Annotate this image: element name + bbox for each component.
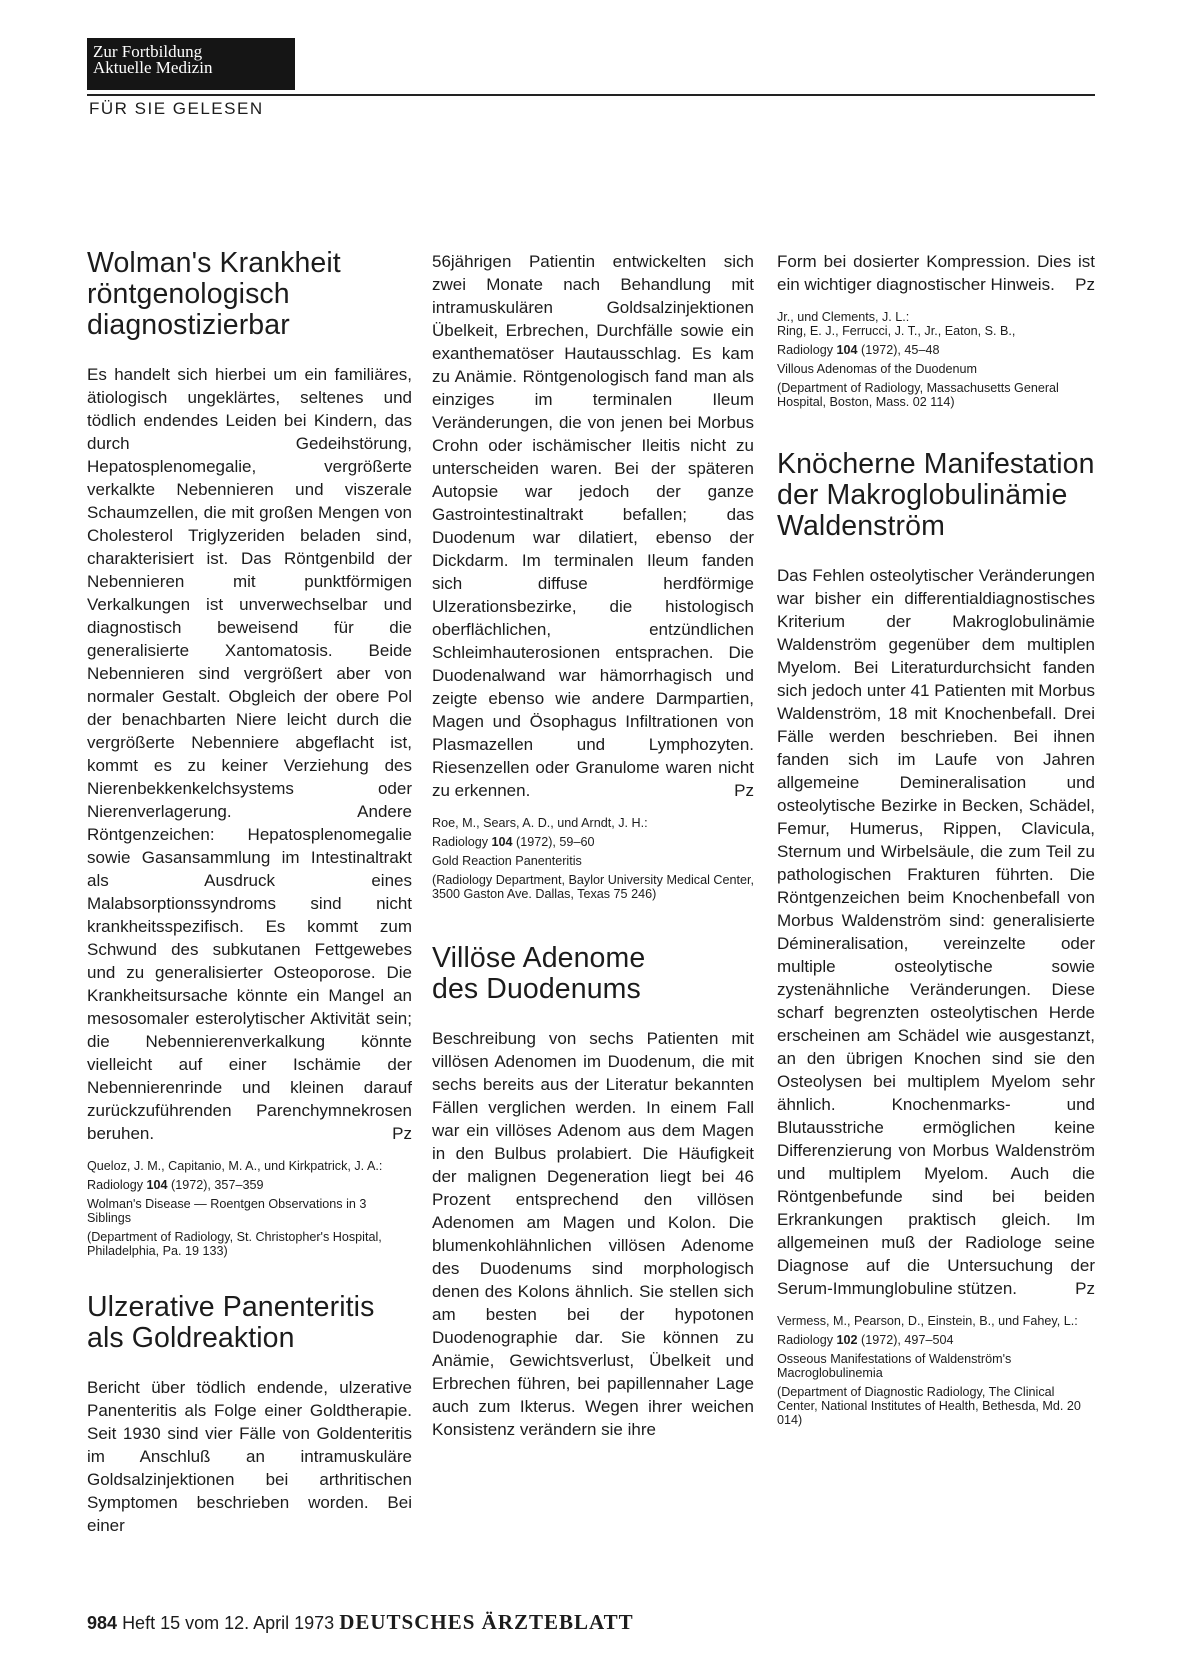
article-title-panenteritis: Ulzerative Panenteritis als Goldreaktion (87, 1291, 375, 1354)
ref-citation: Radiology 102 (1972), 497–504 (777, 1333, 954, 1347)
author-signature: Pz (1075, 1279, 1095, 1298)
ref-institution: (Department of Radiology, St. Christopher's Hospital, Philadelphia, Pa. 19 133) (87, 1230, 382, 1258)
ref-authors: Vermess, M., Pearson, D., Einstein, B., und Fahey, L.: (777, 1314, 1078, 1328)
section-label-box (87, 38, 295, 90)
author-signature: Pz (734, 781, 754, 800)
ref-authors: Roe, M., Sears, A. D., und Arndt, J. H.: (432, 816, 648, 830)
article-body-panenteritis-part2: 56jährigen Patientin entwickelten sich zwei Monate nach Behandlung mit intramuskulären Goldsalzinjektionen Übelkeit, Erbrechen, Durchfälle sowie ein exanthematöser Hautausschlag. Es kam zu Anämie. Röntgenologisch fand man als einziges im terminalen Ileum Veränderungen, die von jenen bei Morbus Crohn oder ischämischer Ileitis nicht zu unterscheiden waren. Bei der späteren Autopsie war jedoch der ganze Gastrointestinaltrakt befallen; das Duodenum war dilatiert, ebenso der Dickdarm. Im terminalen Ileum fanden sich diffuse herdförmige Ulzerationsbezirke, die histologisch oberflächlichen, entzündlichen Schleimhauterosionen entsprachen. Die Duodenalwand war hämorrhagisch und zeigte ebenso wie andere Darmpartien, Magen und Ösophagus Infiltrationen von Plasmazellen und Lymphozyten. Riesenzellen oder Granulome waren nicht zu erkennen. Pz (432, 252, 754, 800)
ref-authors: Jr., und Clements, J. L.: (777, 310, 910, 324)
reference-adenome (777, 310, 1095, 409)
column-1 (87, 248, 412, 1537)
page-number: 984 (87, 1613, 118, 1633)
ref-authors: Queloz, J. M., Capitanio, M. A., und Kirkpatrick, J. A.: (87, 1159, 383, 1173)
article-title-adenome: Villöse Adenome des Duodenums (432, 942, 646, 1005)
reference-wolman (87, 1159, 412, 1258)
ref-institution: (Department of Radiology, Massachusetts General Hospital, Boston, Mass. 02 114) (777, 381, 1059, 409)
ref-title: Gold Reaction Panenteritis (432, 854, 582, 868)
reference-waldenstroem (777, 1314, 1095, 1427)
article-body-panenteritis-part1: Bericht über tödlich endende, ulzerative Panenteritis als Folge einer Goldtherapie. Seit 1930 sind vier Fälle von Goldenteritis im Anschluß an intramuskuläre Goldsalzinjektionen bei arthritischen Symptomen beschrieben worden. Bei einer (87, 1378, 412, 1535)
ref-authors: Ring, E. J., Ferrucci, J. T., Jr., Eaton, S. B., (777, 324, 1016, 338)
section-title: FÜR SIE GELESEN (89, 99, 264, 118)
reference-panenteritis (432, 816, 754, 901)
ref-institution: (Radiology Department, Baylor University Medical Center, 3500 Gaston Ave. Dallas, Texas 75 246) (432, 873, 754, 901)
article-body-wolman: Es handelt sich hierbei um ein familiäres, ätiologisch ungeklärtes, seltenes und tödlich endendes Leiden bei Kindern, das durch Gedeihstörung, Hepatosplenomegalie, vergrößerte verkalkte Nebennieren und viszerale Schaumzellen, die mit großen Mengen von Cholesterol Triglyzeriden beladen sind, charakterisiert ist. Das Röntgenbild der Nebennieren mit punktförmigen Verkalkungen ist unverwechselbar und diagnostisch beweisend für die generalisierte Xantomatosis. Beide Nebennieren sind vergrößert aber von normaler Gestalt. Obgleich der obere Pol der benachbarten Niere leicht durch die vergrößerte Nebenniere abgeflacht ist, kommt es zu keiner Verziehung des Nierenbekkenkelchsystems oder Nierenverlagerung. Andere Röntgenzeichen: Hepatosplenomegalie sowie Gasansammlung im Intestinaltrakt als Ausdruck eines Malabsorptionssyndroms sind nicht krankheitsspezifisch. Es kommt zum Schwund des subkutanen Fettgewebes und zu generalisierter Osteoporose. Die Krankheitsursache könnte ein Mangel an mesosomaler esterolytischer Aktivität sein; die Nebennierenverkalkung könnte vielleicht auf einer Ischämie der Nebennierenrinde und kleinen darauf zurückzuführenden Parenchymnekrosen beruhen. Pz (87, 365, 412, 1143)
article-body-adenome-part1: Beschreibung von sechs Patienten mit villösen Adenomen im Duodenum, die mit sechs bereits aus der Literatur bekannten Fällen verglichen werden. In einem Fall war ein villöses Adenom aus dem Magen in den Bulbus prolabiert. Die Häufigkeit der malignen Degeneration liegt bei 46 Prozent entsprechend den villösen Adenomen am Magen und Kolon. Die blumenkohlähnlichen villösen Adenome des Duodenums sind morphologisch denen des Kolons ähnlich. Sie stellen sich am besten bei der hypotonen Duodenographie dar. Sie können zu Anämie, Gewichtsverlust, Übelkeit und Erbrechen führen, bei papillennaher Lage auch zum Ikterus. Wegen ihrer weichen Konsistenz verändern sie ihre (432, 1029, 754, 1439)
column-2 (432, 250, 754, 1441)
magazine-name: DEUTSCHES ÄRZTEBLATT (339, 1610, 634, 1634)
article-title-waldenstroem: Knöcherne Manifestation der Makroglobulinämie Waldenström (777, 448, 1095, 542)
section-label-line2: Aktuelle Medizin (93, 58, 213, 77)
page-footer (87, 1610, 634, 1635)
ref-title: Villous Adenomas of the Duodenum (777, 362, 977, 376)
header-rule (87, 94, 1095, 96)
ref-citation: Radiology 104 (1972), 59–60 (432, 835, 595, 849)
author-signature: Pz (1075, 275, 1095, 294)
ref-title: Osseous Manifestations of Waldenström's Macroglobulinemia (777, 1352, 1012, 1380)
ref-citation: Radiology 104 (1972), 45–48 (777, 343, 940, 357)
ref-citation: Radiology 104 (1972), 357–359 (87, 1178, 264, 1192)
article-body-adenome-part2: Form bei dosierter Kompression. Dies ist ein wichtiger diagnostischer Hinweis. Pz (777, 252, 1095, 294)
column-3 (777, 250, 1095, 1432)
article-title-wolman: Wolman's Krankheit röntgenologisch diagnostizierbar (87, 247, 341, 341)
article-body-waldenstroem: Das Fehlen osteolytischer Veränderungen war bisher ein differentialdiagnostisches Kriterium der Makroglobulinämie Waldenström gegenüber dem multiplen Myelom. Bei Literaturdurchsicht fanden sich jedoch unter 41 Patienten mit Morbus Waldenström, 18 mit Knochenbefall. Drei Fälle werden beschrieben. Bei ihnen fanden sich im Laufe von Jahren allgemeine Demineralisation und osteolytische Bezirke in Becken, Schädel, Femur, Humerus, Rippen, Clavicula, Sternum und Wirbelsäule, die zum Teil zu pathologischen Frakturen führten. Die Röntgenzeichen beim Knochenbefall von Morbus Waldenström sind: generalisierte Démineralisation, vereinzelte oder multiple osteolytische sowie zystenähnliche Veränderungen. Diese scharf begrenzten osteolytischen Herde erscheinen am Schädel wie ausgestanzt, an den übrigen Knochen sind sie den Osteolysen bei multiplem Myelom sehr ähnlich. Knochenmarks- und Blutausstriche ermöglichen keine Differenzierung von Morbus Waldenström und multiplem Myelom. Auch die Röntgenbefunde sind bei beiden Erkrankungen praktisch gleich. Im allgemeinen muß der Radiologe seine Diagnose auf die Untersuchung der Serum-Immunglobuline stützen. Pz (777, 566, 1095, 1298)
issue-info: Heft 15 vom 12. April 1973 (122, 1613, 335, 1633)
section-label-line1: Zur Fortbildung (93, 42, 203, 61)
author-signature: Pz (392, 1124, 412, 1143)
ref-institution: (Department of Diagnostic Radiology, The Clinical Center, National Institutes of Health, Bethesda, Md. 20 014) (777, 1385, 1081, 1427)
ref-title: Wolman's Disease — Roentgen Observations in 3 Siblings (87, 1197, 367, 1225)
